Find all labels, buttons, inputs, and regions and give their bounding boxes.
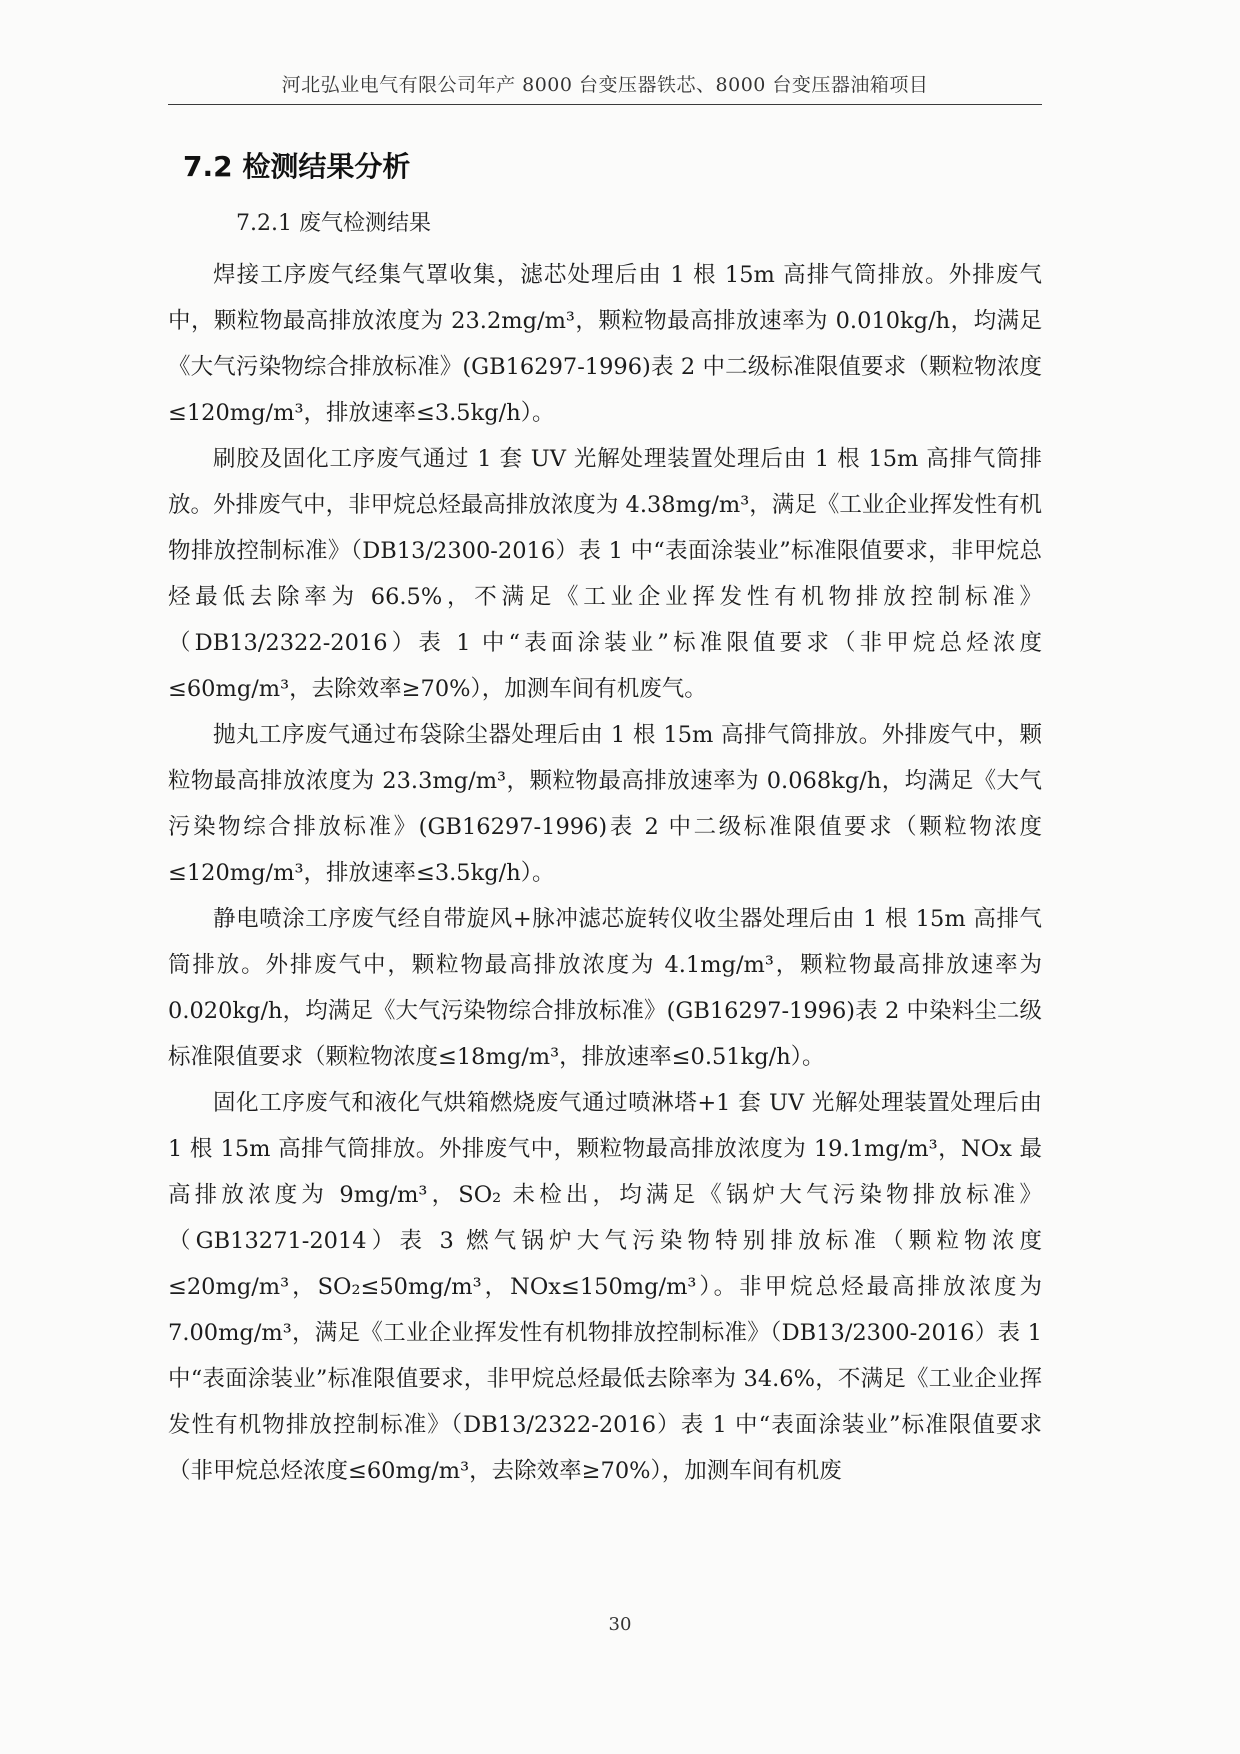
subsection-title: 7.2.1 废气检测结果 — [236, 211, 431, 236]
paragraph-electrostatic-spraying: 静电喷涂工序废气经自带旋风+脉冲滤芯旋转仪收尘器处理后由 1 根 15m 高排气筒排放。外排废气中，颗粒物最高排放浓度为 4.1mg/m³，颗粒物最高排放速率为 0.020kg/h，均满足《大气污染物综合排放标准》(GB16297-1996)表 2 中染料尘二级标准限值要求（颗粒物浓度≤18mg/m³，排放速率≤0.51kg/h）。 — [168, 906, 1042, 1070]
paragraph-glue-curing: 刷胶及固化工序废气通过 1 套 UV 光解处理装置处理后由 1 根 15m 高排气筒排放。外排废气中，非甲烷总烃最高排放浓度为 4.38mg/m³，满足《工业企业挥发性有机物排放控制标准》（DB13/2300-2016）表 1 中“表面涂装业”标准限值要求，非甲烷总烃最低去除率为 66.5%，不满足《工业企业挥发性有机物排放控制标准》（DB13/2322-2016）表 1 中“表面涂装业”标准限值要求（非甲烷总烃浓度≤60mg/m³，去除效率≥70%），加测车间有机废气。 — [168, 446, 1042, 702]
paragraph-shot-blasting: 抛丸工序废气通过布袋除尘器处理后由 1 根 15m 高排气筒排放。外排废气中，颗粒物最高排放浓度为 23.3mg/m³，颗粒物最高排放速率为 0.068kg/h，均满足《大气污染物综合排放标准》(GB16297-1996)表 2 中二级标准限值要求（颗粒物浓度≤120mg/m³，排放速率≤3.5kg/h）。 — [168, 722, 1042, 886]
paragraph-welding: 焊接工序废气经集气罩收集，滤芯处理后由 1 根 15m 高排气筒排放。外排废气中，颗粒物最高排放浓度为 23.2mg/m³，颗粒物最高排放速率为 0.010kg/h，均满足《大气污染物综合排放标准》(GB16297-1996)表 2 中二级标准限值要求（颗粒物浓度≤120mg/m³，排放速率≤3.5kg/h）。 — [168, 262, 1042, 426]
running-header: 河北弘业电气有限公司年产 8000 台变压器铁芯、8000 台变压器油箱项目 — [281, 74, 929, 96]
paragraph-curing-oven: 固化工序废气和液化气烘箱燃烧废气通过喷淋塔+1 套 UV 光解处理装置处理后由 1 根 15m 高排气筒排放。外排废气中，颗粒物最高排放浓度为 19.1mg/m³，NOx 最高排放浓度为 9mg/m³，SO₂ 未检出，均满足《锅炉大气污染物排放标准》（GB13271-2014）表 3 燃气锅炉大气污染物特别排放标准（颗粒物浓度≤20mg/m³，SO₂≤50mg/m³，NOx≤150mg/m³）。非甲烷总烃最高排放浓度为 7.00mg/m³，满足《工业企业挥发性有机物排放控制标准》（DB13/2300-2016）表 1 中“表面涂装业”标准限值要求，非甲烷总烃最低去除率为 34.6%，不满足《工业企业挥发性有机物排放控制标准》（DB13/2322-2016）表 1 中“表面涂装业”标准限值要求（非甲烷总烃浓度≤60mg/m³，去除效率≥70%），加测车间有机废 — [168, 1090, 1042, 1484]
header-divider — [168, 104, 1042, 105]
section-title: 7.2 检测结果分析 — [183, 150, 411, 183]
page-number: 30 — [608, 1614, 632, 1635]
body-text — [168, 252, 1042, 1494]
